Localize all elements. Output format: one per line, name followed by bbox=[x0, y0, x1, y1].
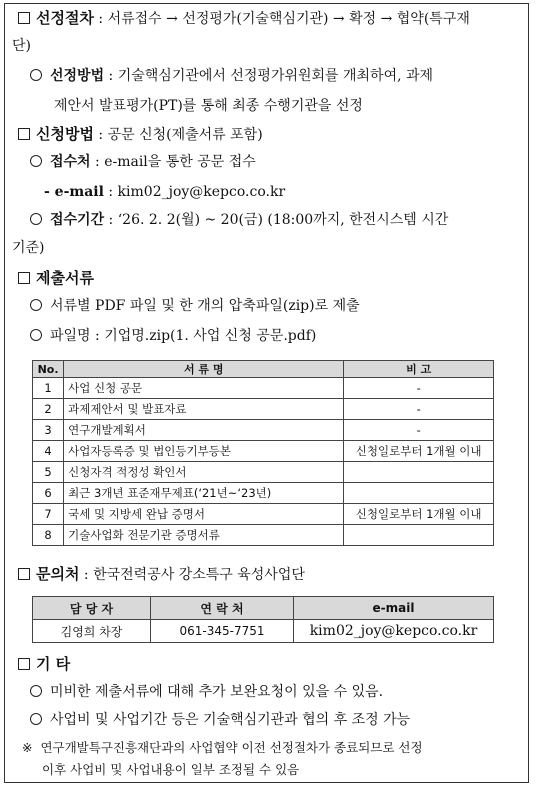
method-text-cont: 제안서 발표평가(PT)를 통해 최종 수행기관을 선정 bbox=[54, 98, 363, 114]
row-name: 연구개발계획서 bbox=[64, 420, 344, 441]
row-remark bbox=[344, 483, 494, 504]
bullet-circle-icon bbox=[30, 213, 42, 225]
table-row bbox=[33, 504, 494, 525]
col-remark: 비 고 bbox=[344, 361, 494, 378]
method-line bbox=[30, 66, 433, 86]
row-no: 6 bbox=[33, 483, 64, 504]
row-name: 신청자격 적정성 확인서 bbox=[64, 462, 344, 483]
documents-heading: 제출서류 bbox=[36, 269, 94, 287]
contact-phone: 061-345-7751 bbox=[151, 620, 294, 643]
row-no: 1 bbox=[33, 378, 64, 399]
bullet-circle-icon bbox=[30, 713, 42, 725]
bullet-circle-icon bbox=[30, 299, 42, 311]
checkbox-square-icon bbox=[18, 658, 30, 670]
table-row bbox=[33, 441, 494, 462]
contact-table bbox=[32, 596, 494, 643]
row-name: 사업자등록증 및 법인등기부등본 bbox=[64, 441, 344, 462]
row-remark: - bbox=[344, 420, 494, 441]
row-no: 2 bbox=[33, 399, 64, 420]
row-no: 8 bbox=[33, 525, 64, 546]
contact-heading: 문의처 bbox=[36, 565, 80, 583]
col-name: 서 류 명 bbox=[64, 361, 344, 378]
row-no: 7 bbox=[33, 504, 64, 525]
checkbox-square-icon bbox=[18, 568, 30, 580]
receive-line bbox=[30, 152, 256, 172]
etc-note bbox=[22, 738, 423, 758]
documents-table-header bbox=[33, 361, 494, 378]
period-text-cont: 기준) bbox=[12, 240, 45, 256]
note-mark: ※ bbox=[22, 740, 33, 755]
col-person: 담 당 자 bbox=[33, 597, 151, 620]
etc-bullet-1-text: 미비한 제출서류에 대해 추가 보완요청이 있을 수 있음. bbox=[50, 684, 384, 700]
email-line bbox=[44, 182, 285, 202]
documents-bullet-1 bbox=[30, 296, 360, 316]
method-label: 선정방법 bbox=[50, 68, 105, 84]
table-row bbox=[33, 399, 494, 420]
table-row bbox=[33, 420, 494, 441]
period-line bbox=[30, 210, 448, 230]
contact-person: 김영희 차장 bbox=[33, 620, 151, 643]
etc-heading: 기 타 bbox=[36, 655, 71, 673]
contact-text: : 한국전력공사 강소특구 육성사업단 bbox=[79, 567, 305, 583]
documents-line bbox=[18, 268, 94, 289]
email-label: - e-mail bbox=[44, 184, 104, 200]
period-label: 접수기간 bbox=[50, 212, 105, 228]
receive-label: 접수처 bbox=[50, 154, 91, 170]
etc-bullet-2 bbox=[30, 710, 410, 730]
note-text-2: 이후 사업비 및 사업내용이 일부 조정될 수 있음 bbox=[42, 762, 300, 777]
row-name: 기술사업화 전문기관 증명서류 bbox=[64, 525, 344, 546]
procedure-text-cont: 단) bbox=[12, 38, 31, 54]
procedure-text: : 서류접수 → 선정평가(기술핵심기관) → 확정 → 협약(특구재 bbox=[93, 11, 470, 27]
contact-email[interactable]: kim02_joy@kepco.co.kr bbox=[294, 620, 494, 643]
bullet-circle-icon bbox=[30, 155, 42, 167]
row-no: 3 bbox=[33, 420, 64, 441]
bullet-circle-icon bbox=[30, 329, 42, 341]
bullet-circle-icon bbox=[30, 69, 42, 81]
contact-table-header bbox=[33, 597, 494, 620]
row-name: 국세 및 지방세 완납 증명서 bbox=[64, 504, 344, 525]
col-phone: 연 락 처 bbox=[151, 597, 294, 620]
table-row bbox=[33, 525, 494, 546]
row-remark: 신청일로부터 1개월 이내 bbox=[344, 441, 494, 462]
method-text: : 기술핵심기관에서 선정평가위원회를 개최하여, 과제 bbox=[104, 68, 434, 84]
procedure-heading: 선정절차 bbox=[36, 9, 94, 27]
row-remark: - bbox=[344, 399, 494, 420]
row-name: 최근 3개년 표준재무제표(‘21년~‘23년) bbox=[64, 483, 344, 504]
etc-bullet-2-text: 사업비 및 사업기간 등은 기술핵심기관과 협의 후 조정 가능 bbox=[50, 712, 411, 728]
row-no: 4 bbox=[33, 441, 64, 462]
row-remark: 신청일로부터 1개월 이내 bbox=[344, 504, 494, 525]
row-no: 5 bbox=[33, 462, 64, 483]
contact-line bbox=[18, 564, 305, 585]
table-row bbox=[33, 378, 494, 399]
table-row bbox=[33, 483, 494, 504]
checkbox-square-icon bbox=[18, 12, 30, 24]
col-email: e-mail bbox=[294, 597, 494, 620]
row-name: 사업 신청 공문 bbox=[64, 378, 344, 399]
bullet-circle-icon bbox=[30, 685, 42, 697]
checkbox-square-icon bbox=[18, 128, 30, 140]
etc-bullet-1 bbox=[30, 682, 383, 702]
row-remark bbox=[344, 462, 494, 483]
procedure-line bbox=[18, 8, 470, 29]
checkbox-square-icon bbox=[18, 272, 30, 284]
documents-table bbox=[32, 360, 494, 546]
row-name: 과제제안서 및 발표자료 bbox=[64, 399, 344, 420]
row-remark: - bbox=[344, 378, 494, 399]
table-row bbox=[33, 620, 494, 643]
documents-bullet-2 bbox=[30, 326, 316, 346]
etc-line bbox=[18, 654, 70, 675]
receive-text: : e-mail을 통한 공문 접수 bbox=[90, 154, 256, 170]
application-text: : 공문 신청(제출서류 포함) bbox=[93, 127, 263, 143]
note-text-1: 연구개발특구진흥재단과의 사업협약 이전 선정절차가 종료되므로 선정 bbox=[40, 740, 423, 755]
col-no: No. bbox=[33, 361, 64, 378]
row-remark bbox=[344, 525, 494, 546]
documents-bullet-1-text: 서류별 PDF 파일 및 한 개의 압축파일(zip)로 제출 bbox=[50, 298, 360, 314]
email-text[interactable]: : kim02_joy@kepco.co.kr bbox=[103, 184, 286, 200]
table-row bbox=[33, 462, 494, 483]
period-text: : ‘26. 2. 2(월) ~ 20(금) (18:00까지, 한전시스템 시간 bbox=[104, 212, 449, 228]
documents-bullet-2-text: 파일명 : 기업명.zip(1. 사업 신청 공문.pdf) bbox=[50, 328, 317, 344]
application-heading: 신청방법 bbox=[36, 125, 94, 143]
application-line bbox=[18, 124, 263, 145]
